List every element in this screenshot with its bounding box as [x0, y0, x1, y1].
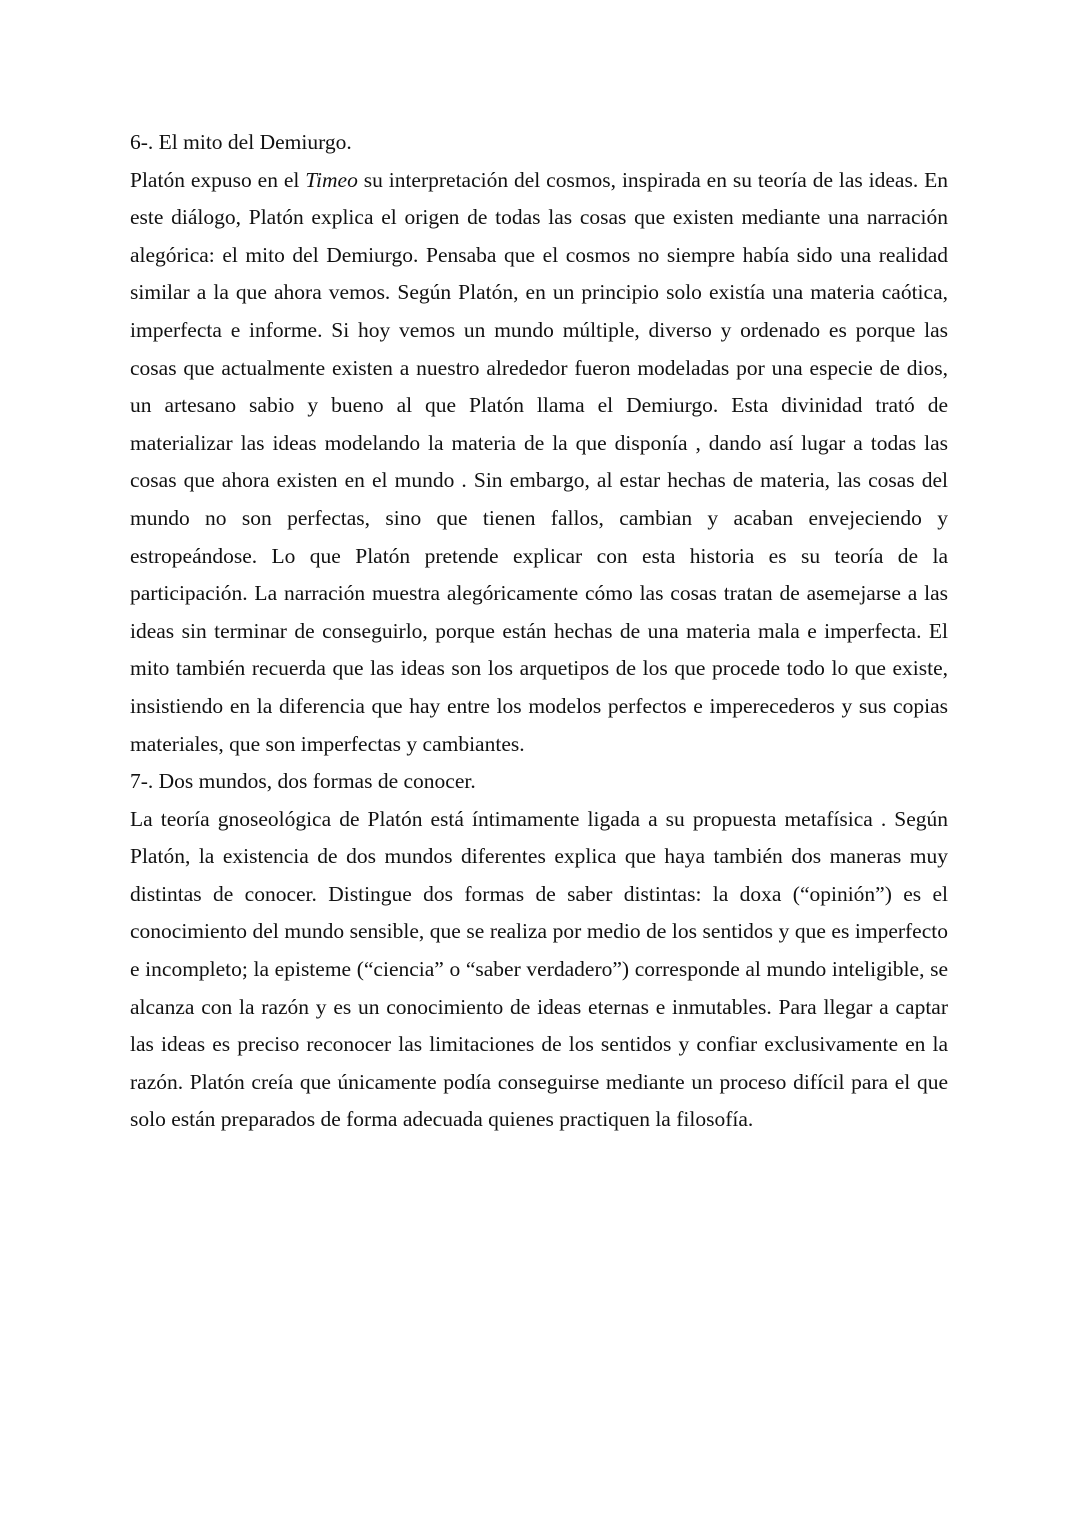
paragraph-text: su interpretación del cosmos, inspirada en su teoría de las ideas. En este diálogo, Platón explica el origen de todas las cosas que existen mediante una narración alegórica: el mito del Demiurgo. Pensaba que el cosmos no siempre había sido una realidad similar a la que ahora vemos. Según Platón, en un principio solo existía una materia caótica, imperfecta e informe. Si hoy vemos un mundo múltiple, diverso y ordenado es porque las cosas que actualmente existen a nuestro alrededor fueron modeladas por una especie de dios, un artesano sabio y bueno al que Platón llama el Demiurgo. Esta divinidad trató de materializar las ideas modelando la materia de la que disponía , dando así lugar a todas las cosas que ahora existen en el mundo . Sin embargo, al estar hechas de materia, las cosas del mundo no son perfectas, sino que tienen fallos, cambian y acaban envejeciendo y estropeándose. Lo que Platón pretende explicar con esta historia es su teoría de la participación. La narración muestra alegóricamente cómo las cosas tratan de asemejarse a las ideas sin terminar de conseguirlo, porque están hechas de una materia mala e imperfecta. El mito también recuerda que las ideas son los arquetipos de los que procede todo lo que existe, insistiendo en la diferencia que hay entre los modelos perfectos e imperecederos y sus copias materiales, que son imperfectas y cambiantes. [130, 167, 948, 756]
paragraph-text: Platón expuso en el [130, 167, 306, 192]
work-title-italic: Timeo [305, 167, 358, 192]
section-heading-dos-mundos: 7-. Dos mundos, dos formas de conocer. [130, 769, 476, 794]
section-heading-demiurgo: 6-. El mito del Demiurgo. [130, 130, 352, 154]
section-paragraph-demiurgo [130, 162, 948, 764]
section-paragraph-dos-mundos: La teoría gnoseológica de Platón está íntimamente ligada a su propuesta metafísica . Según Platón, la existencia de dos mundos diferentes explica que haya también dos maneras muy distintas de conocer. Distingue dos formas de saber distintas: la doxa (“opinión”) es el conocimiento del mundo sensible, que se realiza por medio de los sentidos y que es imperfecto e incompleto; la episteme (“ciencia” o “saber verdadero”) corresponde al mundo inteligible, se alcanza con la razón y es un conocimiento de ideas eternas e inmutables. Para llegar a captar las ideas es preciso reconocer las limitaciones de los sentidos y confiar exclusivamente en la razón. Platón creía que únicamente podía conseguirse mediante un proceso difícil para el que solo están preparados de forma adecuada quienes practiquen la filosofía. [130, 806, 948, 1132]
document-page [130, 124, 948, 1139]
